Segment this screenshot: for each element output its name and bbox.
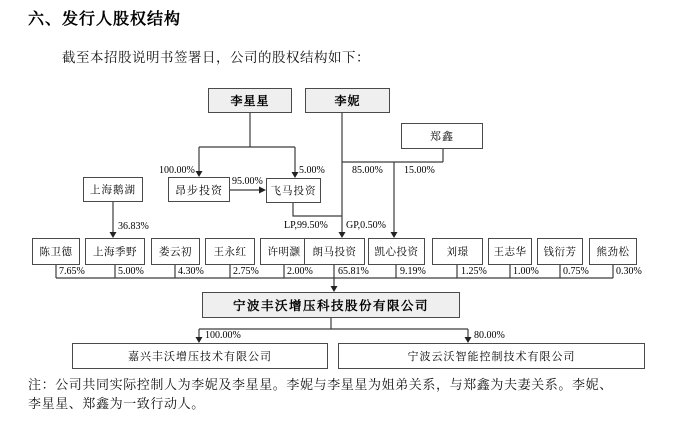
edge-label-ehu-jiye: 36.83%	[118, 221, 149, 232]
shareholder-pct-label: 2.00%	[287, 266, 313, 277]
edge-label-lini-langma-gp: GP,0.50%	[346, 220, 387, 231]
node-subsidiary-yunwo: 宁波云沃智能控制技术有限公司	[338, 343, 645, 369]
edge-label-zhengxin-kaixin: 15.00%	[404, 165, 435, 176]
node-issuer-company: 宁波丰沃增压科技股份有限公司	[202, 292, 460, 318]
shareholder-pct-label: 7.65%	[59, 266, 85, 277]
shareholder-box: 王永红	[205, 238, 255, 265]
shareholder-box: 上海季野	[85, 238, 145, 265]
shareholder-pct-label: 0.75%	[563, 266, 589, 277]
edge-label-lini-kaixin: 85.00%	[352, 165, 383, 176]
section-title: 六、发行人股权结构	[28, 11, 182, 28]
shareholder-pct-label: 1.00%	[513, 266, 539, 277]
shareholder-box: 熊劲松	[589, 238, 637, 265]
footnote-line-1: 注：公司共同实际控制人为李妮及李星星。李妮与李星星为姐弟关系，与郑鑫为夫妻关系。李妮、	[28, 377, 613, 392]
edge-label-company-subright: 80.00%	[474, 330, 505, 341]
shareholder-box: 许明灏	[260, 238, 308, 265]
shareholder-pct-label: 1.25%	[461, 266, 487, 277]
shareholder-box: 娄云初	[151, 238, 200, 265]
shareholder-box: 朗马投资	[304, 238, 365, 265]
edge-label-lixingxing-angbu: 100.00%	[159, 165, 195, 176]
node-angbu-investment: 昂步投资	[168, 177, 230, 202]
shareholder-pct-label: 0.30%	[616, 266, 642, 277]
shareholder-pct-label: 9.19%	[400, 266, 426, 277]
edge-label-angbu-feima: 95.00%	[232, 176, 263, 187]
shareholder-pct-label: 65.81%	[338, 266, 369, 277]
shareholder-pct-label: 2.75%	[233, 266, 259, 277]
shareholder-box: 陈卫德	[32, 238, 80, 265]
shareholder-box: 凯心投资	[368, 238, 425, 265]
shareholder-pct-label: 5.00%	[118, 266, 144, 277]
shareholder-pct-label: 4.30%	[178, 266, 204, 277]
intro-text: 截至本招股说明书签署日，公司的股权结构如下：	[62, 50, 370, 65]
node-li-xingxing: 李星星	[208, 88, 292, 113]
shareholder-box: 王志华	[488, 238, 532, 265]
node-li-ni: 李妮	[305, 88, 390, 113]
node-feima-investment: 飞马投资	[266, 178, 321, 203]
edge-label-company-subleft: 100.00%	[205, 330, 241, 341]
shareholder-box: 刘璟	[432, 238, 483, 265]
node-zheng-xin: 郑鑫	[401, 123, 483, 149]
shareholder-box: 钱衍芳	[537, 238, 583, 265]
edge-label-feima-langma-lp: LP,99.50%	[284, 220, 328, 231]
footnote-line-2: 李星星、郑鑫为一致行动人。	[28, 396, 205, 411]
edge-label-lixingxing-feima: 5.00%	[299, 165, 325, 176]
node-subsidiary-jiaxing: 嘉兴丰沃增压技术有限公司	[72, 343, 328, 369]
node-shanghai-ehu: 上海鹅湖	[83, 177, 143, 202]
